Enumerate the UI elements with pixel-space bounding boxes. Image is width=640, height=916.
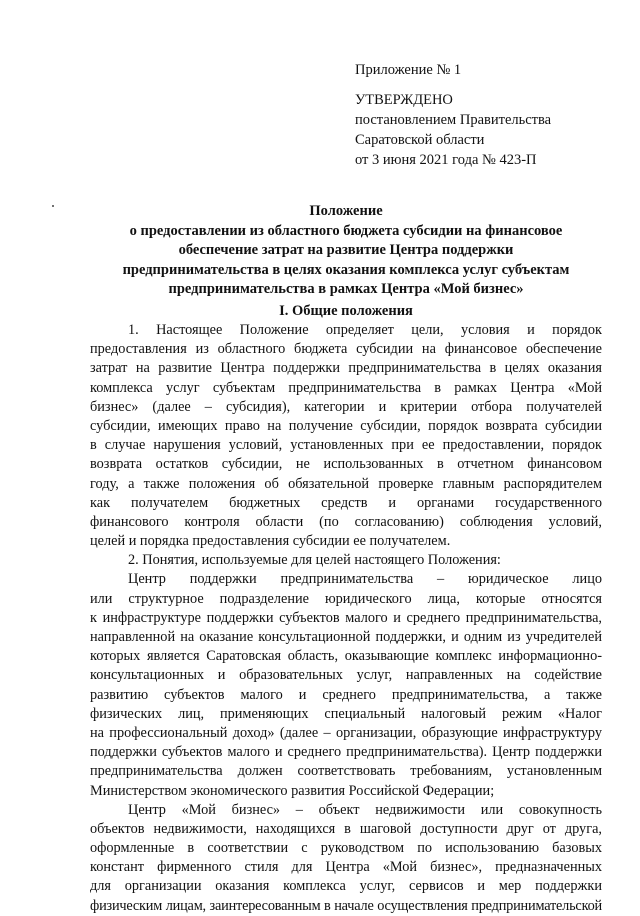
body-line: физических лиц, применяющих специальный налоговый режим «Налог (90, 705, 602, 722)
title-line: предпринимательства в рамках Центра «Мой бизнес» (168, 281, 524, 297)
body-line: развитию субъектов малого и среднего предпринимательства, а также (90, 686, 602, 703)
body-line: бизнес» (далее – субсидия), категории и критерии отбора получателей (90, 398, 602, 415)
title-line: о предоставлении из областного бюджета субсидии на финансовое (129, 222, 563, 239)
body-line: для организации оказания комплекса услуг, сервисов и мер поддержки (90, 878, 602, 895)
body-line: или структурное подразделение юридического лица, которые относятся (90, 590, 602, 607)
body-line: которых является Саратовская область, оказывающие комплекс информационно- (90, 648, 602, 665)
body-line: затрат на развитие Центра поддержки предпринимательства в целях оказания (90, 360, 602, 377)
body-line: 1. Настоящее Положение определяет цели, условия и порядок (128, 322, 602, 338)
body-line: году, а также положения об обязательной проверке главным распорядителем (90, 475, 602, 492)
body-text (90, 321, 602, 916)
body-line: Министерством экономического развития Российской Федерации; (90, 782, 495, 799)
body-line: в случае нарушения условий, установленных при ее предоставлении, порядок (90, 437, 602, 454)
document-title (90, 202, 602, 300)
body-line: предоставления из областного бюджета субсидии на финансовое обеспечение (90, 341, 602, 358)
appendix-label: Приложение № 1 (355, 62, 462, 78)
approved-label: УТВЕРЖДЕНО (355, 92, 453, 108)
body-line: к инфраструктуре поддержки субъектов малого и среднего предпринимательства, (90, 609, 602, 626)
approval-date: от 3 июня 2021 года № 423-П (355, 152, 537, 168)
body-line: оформленные в соответствии с руководством по использованию базовых (90, 840, 602, 857)
body-line: комплекса услуг субъектам предпринимательства в рамках Центра «Мой (90, 379, 602, 396)
body-line: физическим лицам, заинтересованным в начале осуществления предпринимательской (90, 897, 602, 914)
body-line: констант фирменного стиля для Центра «Мой бизнес», предназначенных (90, 859, 602, 876)
body-line: 2. Понятия, используемые для целей настоящего Положения: (128, 552, 501, 569)
scan-speck (52, 205, 54, 207)
body-line: направленной на оказание консультационной поддержки, и одним из учредителей (90, 629, 602, 645)
body-line: возврата остатков субсидии, не использованных в отчетном финансовом (90, 456, 602, 473)
body-line: Центр «Мой бизнес» – объект недвижимости или совокупность (128, 801, 602, 818)
body-line: субсидии, имеющих право на получение субсидии, порядок возврата субсидии (90, 417, 602, 434)
body-line: консультационных и образовательных услуг, направленных на содействие (90, 667, 602, 684)
body-line: на профессиональный доход» (далее – организации, образующие инфраструктуру (90, 724, 602, 741)
body-line: как получателем бюджетных средств и органами государственного (90, 494, 602, 511)
body-line: предпринимательства должен соответствовать требованиям, установленным (90, 763, 602, 780)
approval-block (355, 60, 551, 170)
title-line: обеспечение затрат на развитие Центра поддержки (178, 242, 514, 258)
body-line: целей и порядка предоставления субсидии ее получателем. (90, 533, 451, 550)
body-line: поддержки субъектов малого и среднего предпринимательства). Центр поддержки (90, 744, 602, 761)
body-line: финансового контроля области (по согласованию) соблюдения условий, (90, 513, 602, 530)
section-heading: I. Общие положения (279, 303, 413, 319)
body-line: Центр поддержки предпринимательства – юридическое лицо (128, 571, 602, 588)
title-line: Положение (309, 203, 383, 219)
approved-by-region: Саратовской области (355, 132, 485, 148)
body-line: объектов недвижимости, находящихся в шаговой доступности друг от друга, (90, 820, 602, 837)
approved-by-line: постановлением Правительства (355, 112, 552, 128)
title-line: предпринимательства в целях оказания комплекса услуг субъектам (122, 261, 570, 278)
